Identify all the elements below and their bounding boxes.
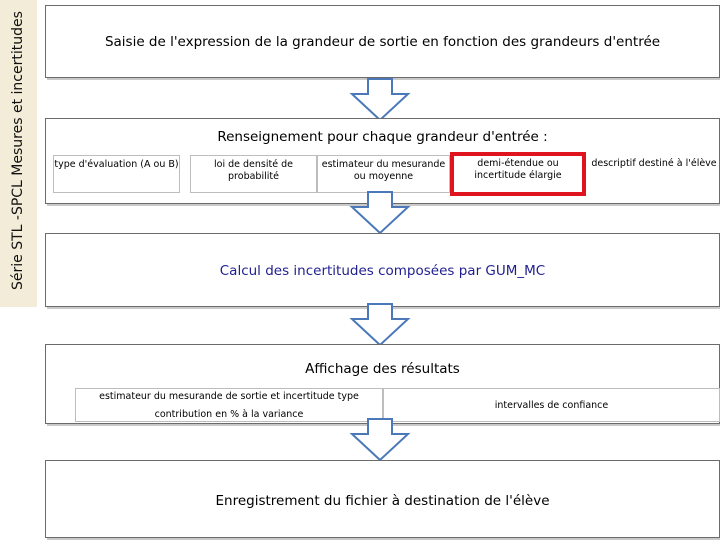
step-1-box — [45, 5, 720, 78]
arrow-down-icon — [348, 418, 412, 462]
sidebar — [0, 0, 37, 307]
sidebar-title: Série STL -SPCL Mesures et incertitudes — [10, 11, 26, 290]
step-5-box — [45, 460, 720, 538]
input-item-estimator: estimateur du mesurande ou moyenne — [317, 155, 450, 193]
step-1-title: Saisie de l'expression de la grandeur de sortie en fonction des grandeurs d'entrée — [104, 34, 661, 50]
input-item-half-range: demi-étendue ou incertitude élargie — [454, 155, 582, 193]
step-3-box — [45, 233, 720, 307]
step-5-title: Enregistrement du fichier à destination de l'élève — [215, 493, 550, 509]
arrow-down-icon — [348, 191, 412, 235]
input-item-probability-law: loi de densité de probabilité — [190, 155, 317, 193]
input-item-evaluation-type: type d'évaluation (A ou B) — [53, 155, 180, 193]
results-estimator-text: estimateur du mesurande de sortie et incertitude type — [99, 391, 359, 402]
results-right-box — [383, 388, 720, 422]
results-left-box — [75, 388, 383, 422]
input-item-description: descriptif destiné à l'élève — [590, 155, 718, 193]
step-4-title: Affichage des résultats — [305, 361, 460, 377]
highlight-box — [450, 152, 586, 196]
arrow-down-icon — [348, 303, 412, 347]
results-confidence-text: intervalles de confiance — [494, 400, 609, 411]
step-3-title: Calcul des incertitudes composées par GUM_MC — [219, 263, 546, 279]
results-contribution-text: contribution en % à la variance — [154, 409, 304, 420]
step-2-title: Renseignement pour chaque grandeur d'entrée : — [217, 129, 548, 145]
arrow-down-icon — [348, 78, 412, 122]
